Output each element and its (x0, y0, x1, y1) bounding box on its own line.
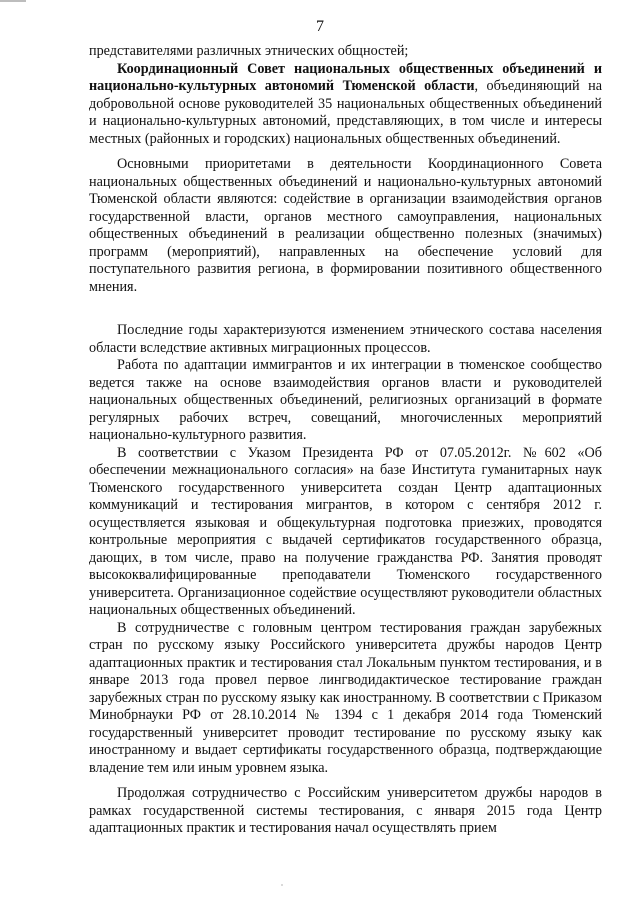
paragraph-text: , объединяющий на добровольной основе руководителей 35 национальных общественных объединений и национально-культурных автономий, представляющих, в том числе и интересы местных (районных и городских) национальных общественных объединений. (89, 78, 602, 147)
paragraph-text: Последние годы характеризуются изменением этнического состава населения области вследствие активных миграционных процессов. (89, 322, 602, 356)
paragraph (89, 61, 602, 149)
scan-artifact (281, 884, 283, 886)
paragraph (89, 156, 602, 296)
paragraph-text: В соответствии с Указом Президента РФ от 07.05.2012г. №602 «Об обеспечении межнационального согласия» на базе Института гуманитарных наук Тюменского государственного университета создан Центр адаптационных коммуникаций и тестирования мигрантов, в котором с сентября 2012 г. осуществляется языковая и общекультурная подготовка приезжих, проводятся контрольные мероприятия с выдачей сертификатов государственного образца, дающих, в том числе, право на получение гражданства РФ. Занятия проводят высококвалифицированные преподаватели Тюменского государственного университета. Организационное содействие осуществляют руководители областных национальных общественных объединений. (89, 444, 602, 618)
paragraph (89, 620, 602, 778)
scan-corner-mark (0, 0, 26, 2)
organization-name: Координационный Совет национальных общественных объединений и национально-культурных автономий Тюменской области (89, 60, 602, 94)
paragraph (89, 785, 602, 838)
paragraph-text: представителями различных этнических общностей; (89, 43, 409, 59)
paragraph-text: Основными приоритетами в деятельности Координационного Совета национальных общественных объединений и национально-культурных автономий Тюменской области являются: содействие в организации взаимодействия органов государственной власти, органов местного самоуправления, национальных общественных объединений в реализации общественно полезных (значимых) программ (мероприятий), направленных на обеспечение условий для поступательного развития региона, в формировании позитивного общественного мнения. (89, 156, 602, 295)
paragraph (89, 322, 602, 357)
paragraph (89, 43, 602, 61)
paragraph-text: Продолжая сотрудничество с Российским университетом дружбы народов в рамках государственной системы тестирования, с января 2015 года Центр адаптационных практик и тестирования начал осуществлять прием (89, 785, 602, 836)
paragraph-text: В сотрудничестве с головным центром тестирования граждан зарубежных стран по русскому языку Российского университета дружбы народов Центр адаптационных практик и тестирования стал Локальным пунктом тестирования, и в январе 2013 года провел первое лингводидактическое тестирование граждан зарубежных стран по русскому языку как иностранному. В соответствии с Приказом Минобрнауки РФ от 28.10.2014 № 1394 с 1 декабря 2014 года Тюменский государственный университет проводит тестирование по русскому языку как иностранному и выдает сертификаты государственного образца, подтверждающие владение тем или иным уровнем языка. (89, 619, 602, 776)
paragraph (89, 445, 602, 620)
document-body (89, 43, 602, 838)
paragraph-text: Работа по адаптации иммигрантов и их интеграции в тюменское сообщество ведется также на основе взаимодействия органов власти и руководителей национальных общественных объединений, религиозных организаций в формате регулярных рабочих встреч, совещаний, многочисленных мероприятий национально-культурного развития. (89, 357, 602, 443)
paragraph (89, 357, 602, 445)
page-number: 7 (316, 18, 324, 35)
